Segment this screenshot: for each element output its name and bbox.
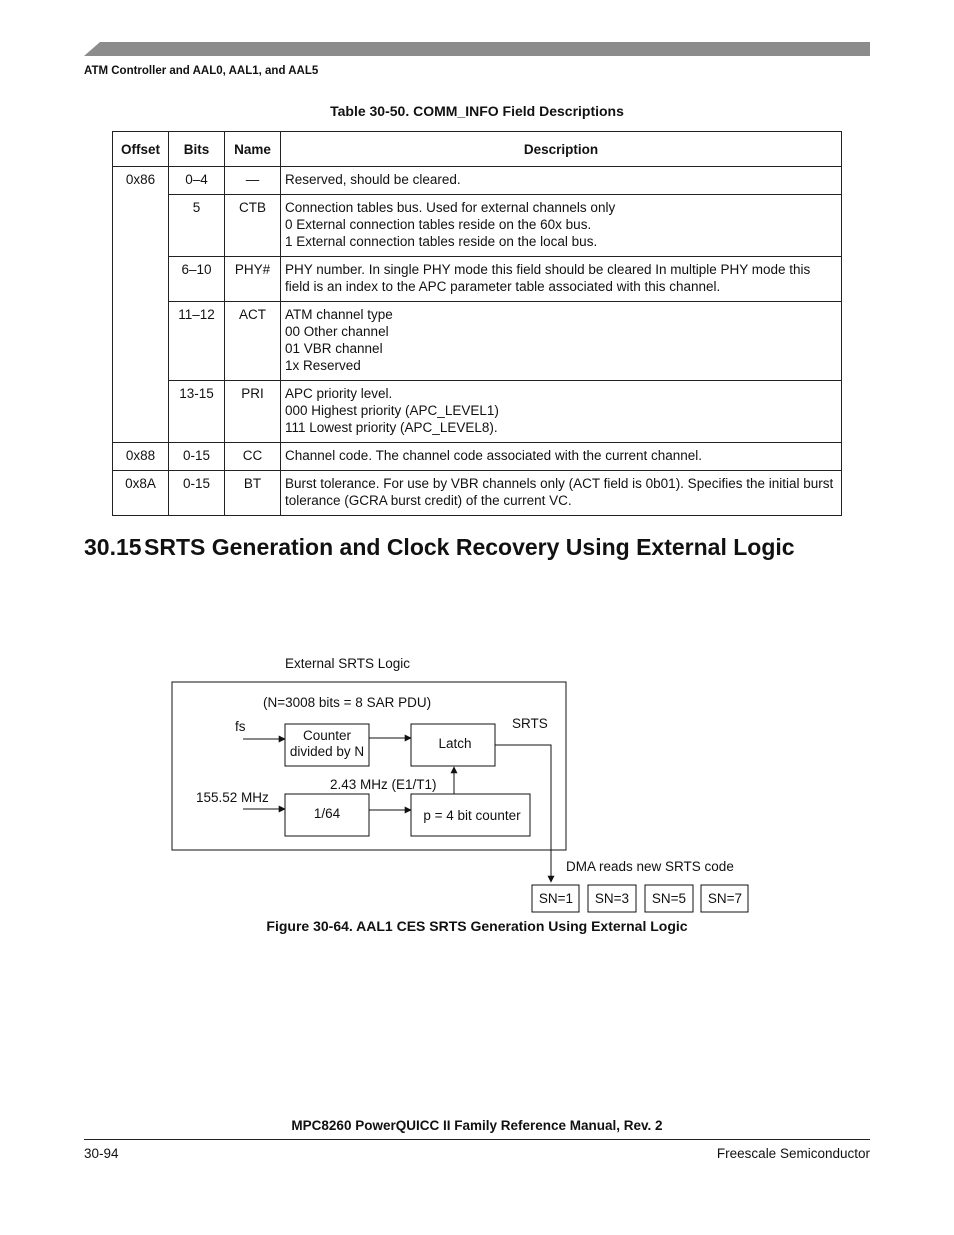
name-cell: PRI — [225, 381, 281, 443]
column-header: Bits — [169, 132, 225, 167]
description-line: 1 External connection tables reside on the local bus. — [285, 234, 598, 249]
external-logic-label: External SRTS Logic — [285, 656, 411, 671]
description-cell — [281, 195, 842, 257]
description-line: Connection tables bus. Used for external channels only — [285, 200, 616, 215]
section-title: SRTS Generation and Clock Recovery Using External Logic — [144, 534, 795, 560]
table-row — [113, 381, 842, 443]
column-header: Offset — [113, 132, 169, 167]
section-heading — [84, 534, 795, 561]
description-cell — [281, 471, 842, 516]
description-cell — [281, 443, 842, 471]
sn-cell-label: SN=3 — [594, 891, 630, 906]
table-row — [113, 443, 842, 471]
srts-label: SRTS — [512, 716, 548, 731]
column-header: Name — [225, 132, 281, 167]
p-counter-label: p = 4 bit counter — [423, 808, 521, 823]
table-row — [113, 302, 842, 381]
offset-cell: 0x86 — [113, 167, 169, 443]
description-cell — [281, 167, 842, 195]
offset-cell: 0x8A — [113, 471, 169, 516]
name-cell: CTB — [225, 195, 281, 257]
sn-cell-label: SN=1 — [538, 891, 574, 906]
header-bar — [84, 42, 870, 56]
description-line: Channel code. The channel code associated with the current channel. — [285, 448, 703, 463]
bits-cell: 11–12 — [169, 302, 225, 381]
comm-info-table — [112, 131, 842, 516]
page-number: 30-94 — [84, 1146, 119, 1161]
mhz-input-label: 155.52 MHz — [196, 790, 269, 805]
name-cell: PHY# — [225, 257, 281, 302]
table-caption: Table 30-50. COMM_INFO Field Descriptions — [330, 103, 624, 119]
bits-cell: 0-15 — [169, 443, 225, 471]
name-cell: BT — [225, 471, 281, 516]
name-cell: ACT — [225, 302, 281, 381]
description-line: Burst tolerance. For use by VBR channels only (ACT field is 0b01). Specifies the initial burst tolerance (GCRA burst credit) of the current VC. — [285, 476, 834, 508]
table-header-row — [113, 132, 842, 167]
description-line: Reserved, should be cleared. — [285, 172, 461, 187]
dma-label: DMA reads new SRTS code — [566, 859, 734, 874]
frequency-label: 2.43 MHz (E1/T1) — [330, 777, 437, 792]
column-header: Description — [281, 132, 842, 167]
description-cell — [281, 257, 842, 302]
running-head: ATM Controller and AAL0, AAL1, and AAL5 — [84, 65, 319, 77]
figure-caption: Figure 30-64. AAL1 CES SRTS Generation Using External Logic — [266, 918, 688, 934]
table-row — [113, 471, 842, 516]
description-line: 111 Lowest priority (APC_LEVEL8). — [285, 420, 498, 435]
fs-label: fs — [235, 719, 246, 734]
description-line: 1x Reserved — [285, 358, 361, 373]
bits-cell: 0-15 — [169, 471, 225, 516]
bits-cell: 13-15 — [169, 381, 225, 443]
section-number: 30.15 — [84, 534, 142, 560]
footer-title: MPC8260 PowerQUICC II Family Reference Manual, Rev. 2 — [291, 1118, 663, 1133]
description-cell — [281, 302, 842, 381]
latch-label: Latch — [438, 736, 472, 751]
description-line: APC priority level. — [285, 386, 393, 401]
description-line: 000 Highest priority (APC_LEVEL1) — [285, 403, 499, 418]
offset-cell: 0x88 — [113, 443, 169, 471]
counter-label-line2: divided by N — [289, 744, 365, 759]
company-name: Freescale Semiconductor — [716, 1146, 870, 1161]
bits-cell: 0–4 — [169, 167, 225, 195]
sn-cell-label: SN=5 — [651, 891, 687, 906]
table-row — [113, 167, 842, 195]
footer-rule — [84, 1139, 870, 1140]
n-label: (N=3008 bits = 8 SAR PDU) — [263, 695, 432, 710]
sn-cell-label: SN=7 — [707, 891, 743, 906]
divider-label: 1/64 — [313, 806, 341, 821]
bits-cell: 5 — [169, 195, 225, 257]
description-line: PHY number. In single PHY mode this field should be cleared In multiple PHY mode this field is an index to the APC parameter table associated with this channel. — [285, 262, 811, 294]
srts-diagram — [0, 640, 954, 920]
table-row — [113, 257, 842, 302]
description-line: 0 External connection tables reside on the 60x bus. — [285, 217, 592, 232]
description-line: 01 VBR channel — [285, 341, 383, 356]
table-row — [113, 195, 842, 257]
bits-cell: 6–10 — [169, 257, 225, 302]
description-line: 00 Other channel — [285, 324, 389, 339]
name-cell: — — [225, 167, 281, 195]
description-line: ATM channel type — [285, 307, 393, 322]
description-cell — [281, 381, 842, 443]
counter-label-line1: Counter — [302, 728, 352, 743]
name-cell: CC — [225, 443, 281, 471]
